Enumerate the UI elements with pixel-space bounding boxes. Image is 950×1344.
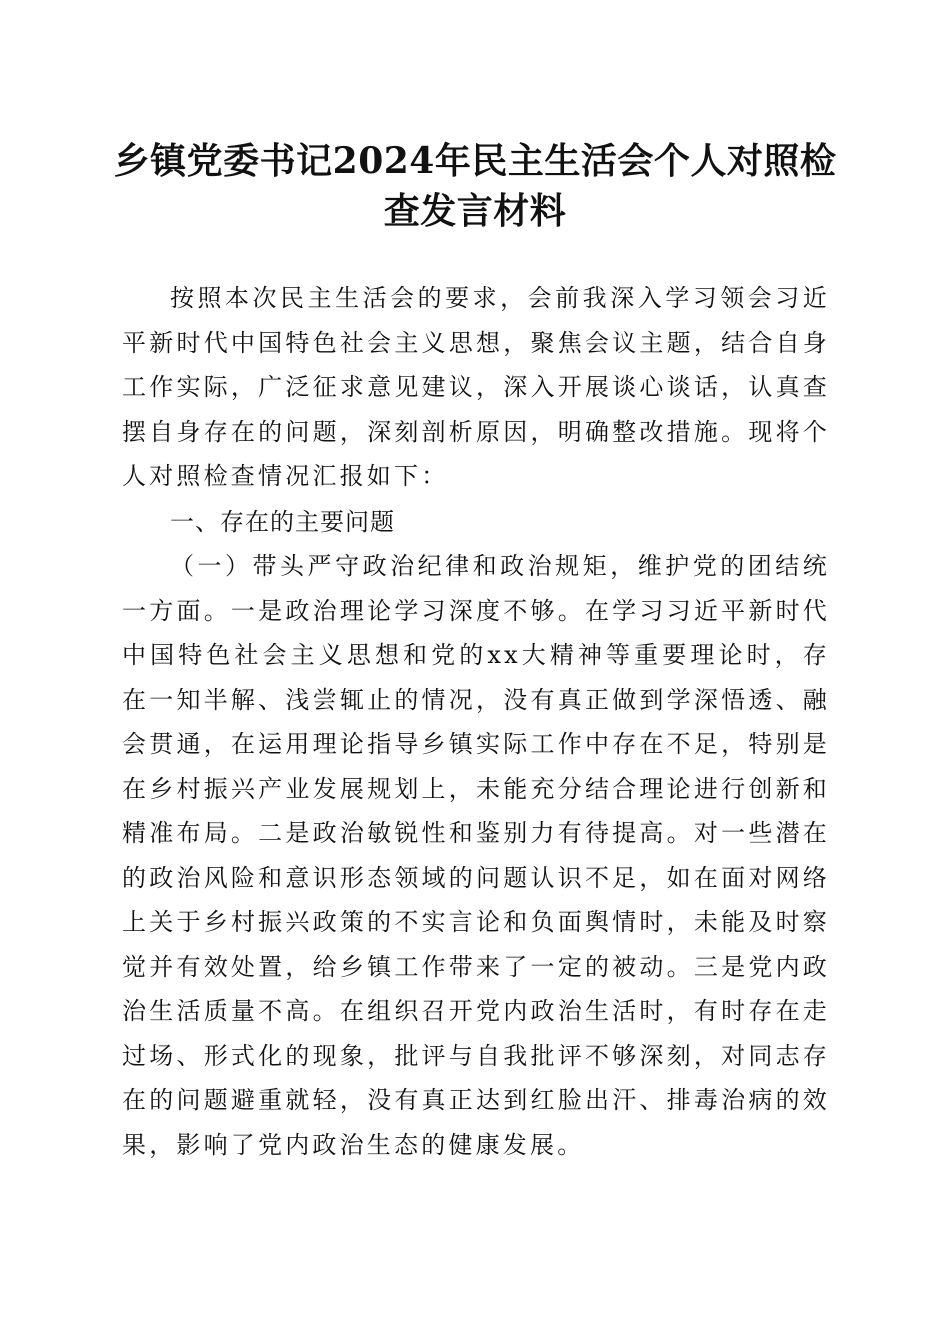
document-title (100, 136, 850, 236)
document-title-line-2: 查发言材料 (383, 190, 567, 232)
intro-paragraph: 按照本次民主生活会的要求，会前我深入学习领会习近平新时代中国特色社会主义思想，聚焦会议主题，结合自身工作实际，广泛征求意见建议，深入开展谈心谈话，认真查摆自身存在的问题，深刻剖析原因，明确整改措施。现将个人对照检查情况汇报如下： (122, 284, 830, 490)
document-title-line-1: 乡镇党委书记2024年民主生活会个人对照检 (113, 140, 837, 182)
section-1-paragraph-1: （一）带头严守政治纪律和政治规矩，维护党的团结统一方面。一是政治理论学习深度不够。在学习习近平新时代中国特色社会主义思想和党的xx大精神等重要理论时，存在一知半解、浅尝辄止的情况，没有真正做到学深悟透、融会贯通，在运用理论指导乡镇实际工作中存在不足，特别是在乡村振兴产业发展规划上，未能充分结合理论进行创新和精准布局。二是政治敏锐性和鉴别力有待提高。对一些潜在的政治风险和意识形态领域的问题认识不足，如在面对网络上关于乡村振兴政策的不实言论和负面舆情时，未能及时察觉并有效处置，给乡镇工作带来了一定的被动。三是党内政治生活质量不高。在组织召开党内政治生活时，有时存在走过场、形式化的现象，批评与自我批评不够深刻，对同志存在的问题避重就轻，没有真正达到红脸出汗、排毒治病的效果，影响了党内政治生态的健康发展。 (122, 552, 830, 1159)
section-heading-1: 一、存在的主要问题 (170, 508, 395, 536)
